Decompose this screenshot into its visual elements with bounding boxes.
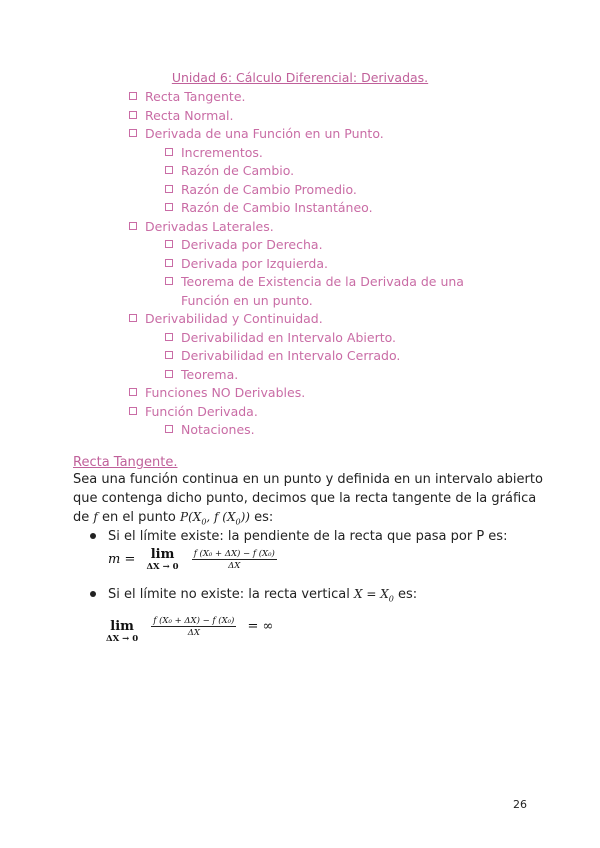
toc-label: Derivada por Izquierda. [181, 255, 329, 271]
checkbox-icon [129, 314, 137, 322]
checkbox-icon [129, 407, 137, 415]
toc-subitem [0, 236, 600, 255]
checkbox-icon [129, 92, 137, 100]
toc-label: Derivabilidad en Intervalo Abierto. [181, 329, 397, 345]
checkbox-icon [165, 370, 173, 378]
toc-label: Razón de Cambio. [181, 163, 295, 178]
toc-item [0, 403, 600, 422]
toc-label: Teorema de Existencia de la Derivada de una Función en un punto. [181, 274, 464, 308]
bullet-dot [90, 591, 96, 597]
toc-label: Incrementos. [181, 144, 263, 160]
toc-item [0, 218, 600, 237]
checkbox-icon [165, 148, 173, 156]
section-paragraph: Sea una función continua en un punto y definida en un intervalo abierto que contenga dicho punto, decimos que la recta tangente de la gráfica de f en el punto $P(X_0$, f $(X_0)$) es: [73, 472, 543, 527]
toc-subitem [0, 255, 600, 274]
toc-label: Derivada por Derecha. [181, 237, 323, 252]
toc-item [0, 125, 600, 144]
unit-title: Unidad 6: Cálculo Diferencial: Derivadas. [171, 70, 429, 85]
toc-subitem [0, 329, 600, 348]
checkbox-icon [165, 333, 173, 341]
toc-label: Notaciones. [181, 422, 255, 437]
toc-label: Recta Tangente. [145, 89, 246, 104]
toc-subitem [0, 162, 600, 181]
checkbox-icon [165, 351, 173, 359]
bullet-limit-exists: Si el límite existe: la pendiente de la recta que pasa por P es: [90, 529, 507, 544]
toc-label: Razón de Cambio Promedio. [181, 181, 357, 197]
vertical-line-formula: lim ΔX → 0 $\frac{\text{f (X₀ + ΔX) − f (X₀)}}{\Delta X}$ = ∞ [106, 615, 274, 644]
toc-subitem [0, 144, 600, 163]
checkbox-icon [165, 240, 173, 248]
toc-subitem [0, 347, 600, 366]
toc-subitem [0, 199, 600, 218]
toc-label: Derivabilidad en Intervalo Cerrado. [181, 348, 401, 363]
toc-label: Recta Normal. [145, 107, 234, 123]
toc-subitem [0, 181, 600, 200]
toc-item [0, 310, 600, 329]
bullet-limit-not-exists: Si el límite no existe: la recta vertical $X = X_0$ es: [90, 587, 417, 603]
toc-subitem [0, 273, 511, 310]
toc-item [0, 88, 600, 107]
section-title: Recta Tangente. [73, 455, 178, 470]
toc-label: Razón de Cambio Instantáneo. [181, 200, 373, 215]
checkbox-icon [165, 166, 173, 174]
checkbox-icon [165, 277, 173, 285]
toc-label: Derivada de una Función en un Punto. [145, 126, 384, 141]
table-of-contents [0, 88, 600, 440]
page-number: 26 [513, 798, 527, 811]
slope-formula: m = lim ΔX → 0 $\frac{\text{f (X₀ + ΔX) − f (X₀)}}{\Delta X}$ [108, 547, 275, 572]
checkbox-icon [165, 259, 173, 267]
toc-label: Teorema. [181, 366, 239, 382]
checkbox-icon [165, 203, 173, 211]
bullet-dot [90, 533, 96, 539]
checkbox-icon [129, 129, 137, 137]
toc-item [0, 107, 600, 126]
toc-label: Funciones NO Derivables. [145, 385, 306, 400]
toc-subitem [0, 421, 600, 440]
checkbox-icon [129, 111, 137, 119]
checkbox-icon [165, 185, 173, 193]
checkbox-icon [129, 388, 137, 396]
toc-subitem [0, 366, 600, 385]
checkbox-icon [165, 425, 173, 433]
checkbox-icon [129, 222, 137, 230]
toc-label: Derivadas Laterales. [145, 218, 274, 234]
toc-item [0, 384, 600, 403]
toc-label: Función Derivada. [145, 403, 258, 419]
toc-label: Derivabilidad y Continuidad. [145, 311, 323, 326]
